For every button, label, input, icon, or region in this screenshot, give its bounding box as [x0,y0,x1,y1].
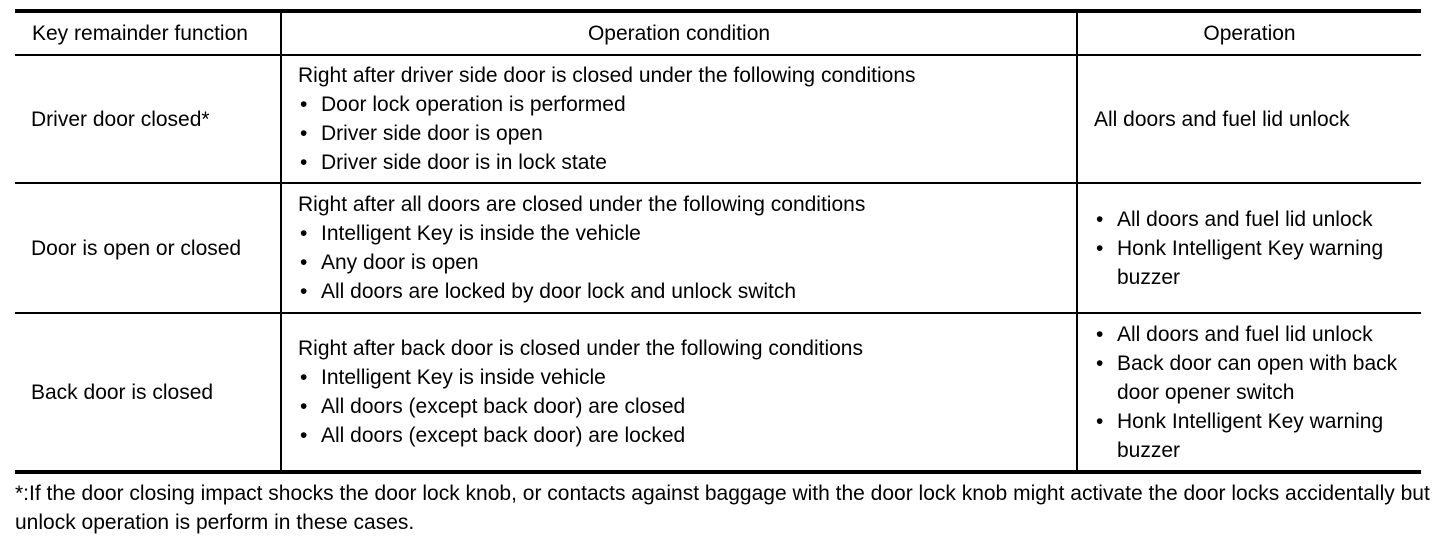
list-item [1094,349,1407,407]
bullet-icon: • [1096,351,1104,375]
operation-text: All doors and fuel lid unlock [1094,107,1350,131]
bullet-icon: • [1096,322,1104,346]
list-item [298,248,1062,277]
condition-cell [281,313,1077,472]
condition-intro: Right after driver side door is closed under the following conditions [298,64,916,87]
list-item [298,392,1062,421]
table-row [15,313,1421,472]
header-key-remainder-function: Key remainder function [15,11,281,55]
condition-cell [281,183,1077,313]
condition-text: Intelligent Key is inside the vehicle [321,222,641,245]
bullet-icon: • [300,251,308,274]
list-item [298,148,1062,177]
key-reminder-table [15,9,1421,474]
function-cell: Door is open or closed [15,183,281,313]
bullet-icon: • [300,280,308,303]
bullet-icon: • [300,222,308,245]
condition-text: All doors (except back door) are locked [321,424,686,447]
table-row [15,55,1421,183]
function-cell: Back door is closed [15,313,281,472]
bullet-icon: • [1096,207,1104,231]
condition-text: Door lock operation is performed [321,93,626,116]
operation-list [1094,320,1407,465]
list-item [298,421,1062,450]
operation-cell [1077,313,1421,472]
list-item [1094,234,1407,292]
list-item [298,90,1062,119]
bullet-icon: • [300,93,308,116]
operation-cell [1077,55,1421,183]
bullet-icon: • [300,151,308,174]
bullet-icon: • [1096,409,1104,433]
operation-text: Back door can open with back door opener switch [1117,351,1398,404]
condition-text: Driver side door is open [321,122,543,145]
condition-text: Intelligent Key is inside vehicle [321,366,606,389]
list-item [1094,205,1407,234]
condition-intro: Right after all doors are closed under the following conditions [298,193,866,216]
bullet-icon: • [1096,236,1104,260]
condition-list [298,90,1062,177]
bullet-icon: • [300,122,308,145]
condition-intro: Right after back door is closed under the following conditions [298,337,863,360]
operation-text: Honk Intelligent Key warning buzzer [1117,236,1384,289]
list-item [298,363,1062,392]
operation-cell [1077,183,1421,313]
list-item [1094,407,1407,465]
header-operation-condition: Operation condition [281,11,1077,55]
condition-text: All doors (except back door) are closed [321,395,686,418]
condition-text: Driver side door is in lock state [321,151,607,174]
condition-list [298,219,1062,306]
table-row [15,183,1421,313]
bullet-icon: • [300,395,308,418]
bullet-icon: • [300,366,308,389]
header-operation: Operation [1077,11,1421,55]
condition-cell [281,55,1077,183]
condition-text: All doors are locked by door lock and unlock switch [321,280,797,303]
operation-text: All doors and fuel lid unlock [1117,207,1373,231]
list-item [298,219,1062,248]
condition-text: Any door is open [321,251,479,274]
table-header-row [15,11,1421,55]
bullet-icon: • [300,424,308,447]
operation-text: Honk Intelligent Key warning buzzer [1117,409,1384,462]
function-cell: Driver door closed* [15,55,281,183]
operation-list [1094,205,1407,292]
list-item [1094,320,1407,349]
list-item [298,119,1062,148]
condition-list [298,363,1062,450]
operation-text: All doors and fuel lid unlock [1117,322,1373,346]
footnote: *:If the door closing impact shocks the door lock knob, or contacts against baggage with the door lock knob might activate the door locks accidentally but unlock operation is perform in these cases. [15,482,1430,534]
list-item [298,277,1062,306]
